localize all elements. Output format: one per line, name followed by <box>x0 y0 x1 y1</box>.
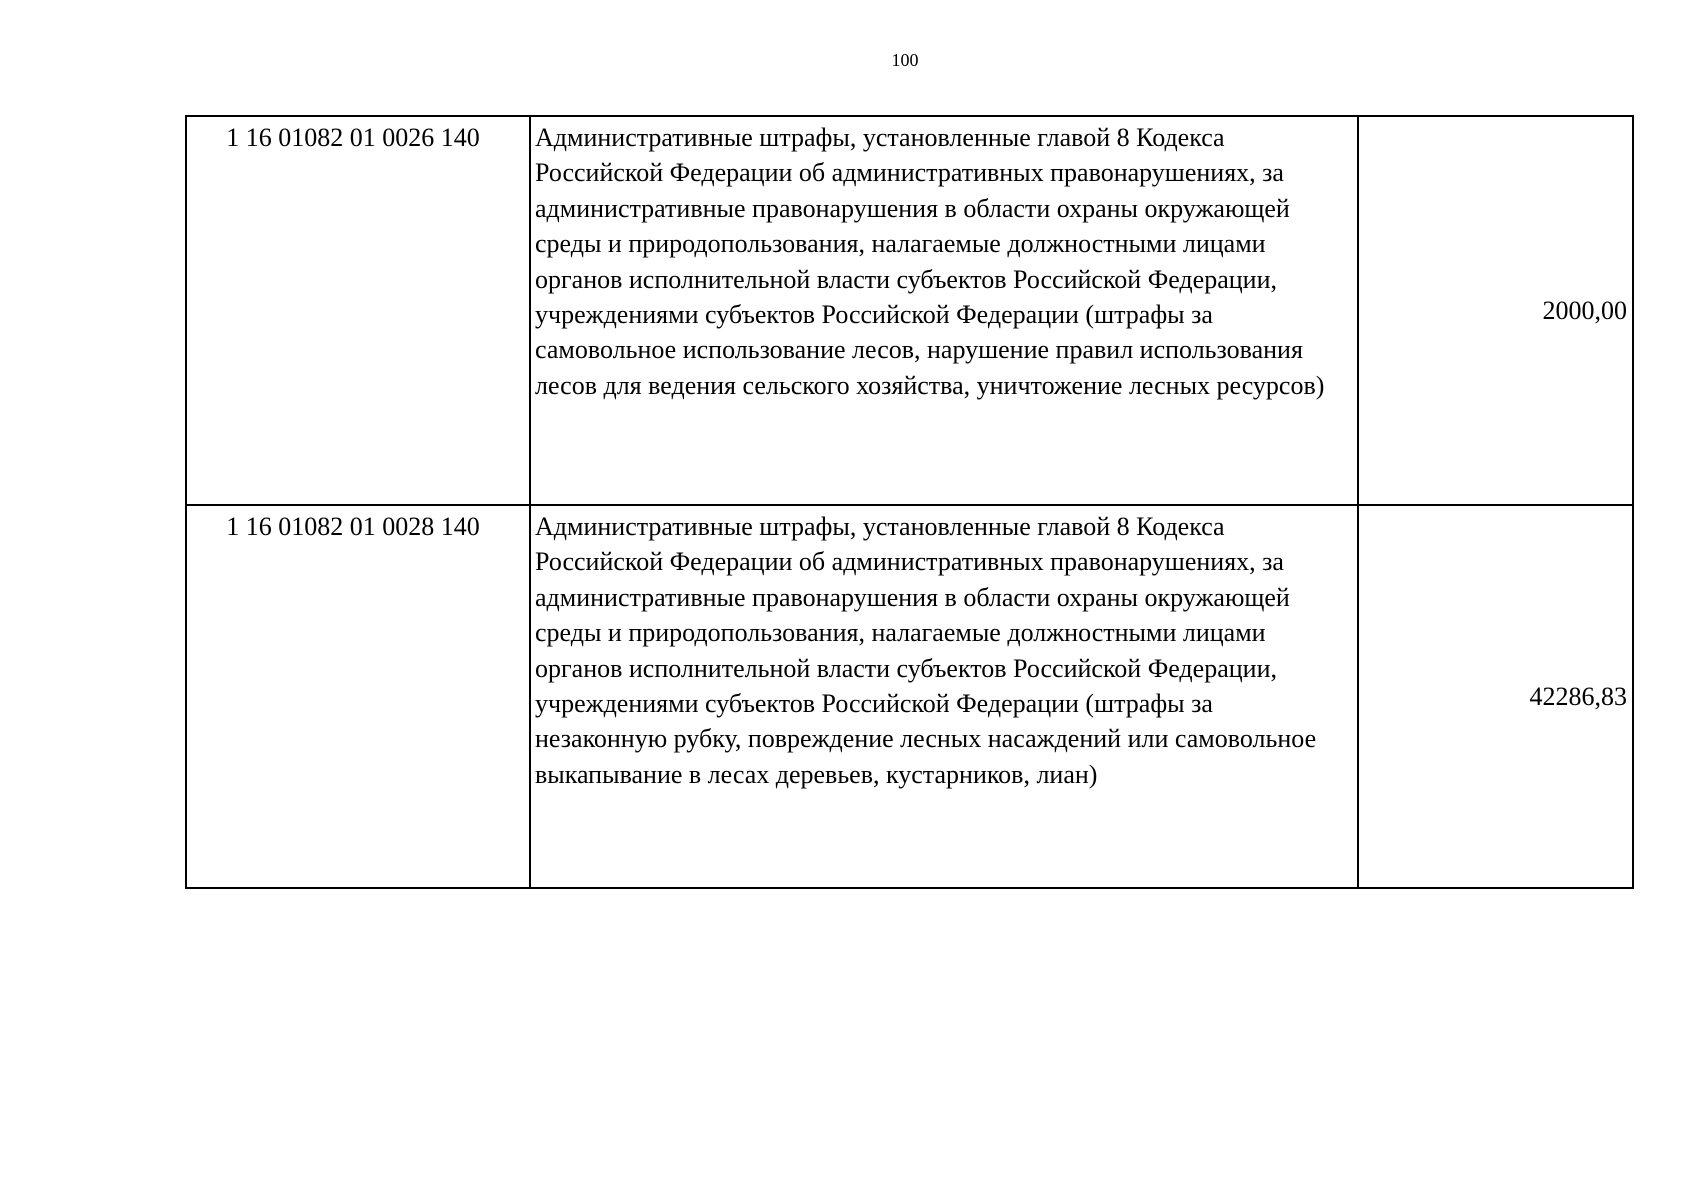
amount-cell: 2000,00 <box>1358 116 1633 505</box>
budget-code-cell <box>186 116 530 505</box>
description-cell: Административные штрафы, установленные главой 8 Кодекса Российской Федерации об административных правонарушениях, за административные правонарушения в области охраны окружающей среды и природопользования, налагаемые должностными лицами органов исполнительной власти субъектов Российской Федерации, учреждениями субъектов Российской Федерации (штрафы за самовольное использование лесов, нарушение правил использования лесов для ведения сельского хозяйства, уничтожение лесных ресурсов) <box>530 116 1358 505</box>
page-number: 100 <box>891 50 919 70</box>
amount-cell: 42286,83 <box>1358 505 1633 888</box>
budget-code: 1 16 01082 01 0026 140 <box>226 123 480 152</box>
table-row <box>186 505 1633 888</box>
budget-code: 1 16 01082 01 0028 140 <box>226 512 480 541</box>
table-row <box>186 116 1633 505</box>
budget-code-cell <box>186 505 530 888</box>
revenue-table <box>185 115 1634 889</box>
description-cell: Административные штрафы, установленные главой 8 Кодекса Российской Федерации об административных правонарушениях, за административные правонарушения в области охраны окружающей среды и природопользования, налагаемые должностными лицами органов исполнительной власти субъектов Российской Федерации, учреждениями субъектов Российской Федерации (штрафы за незаконную рубку, повреждение лесных насаждений или самовольное выкапывание в лесах деревьев, кустарников, лиан) <box>530 505 1358 888</box>
